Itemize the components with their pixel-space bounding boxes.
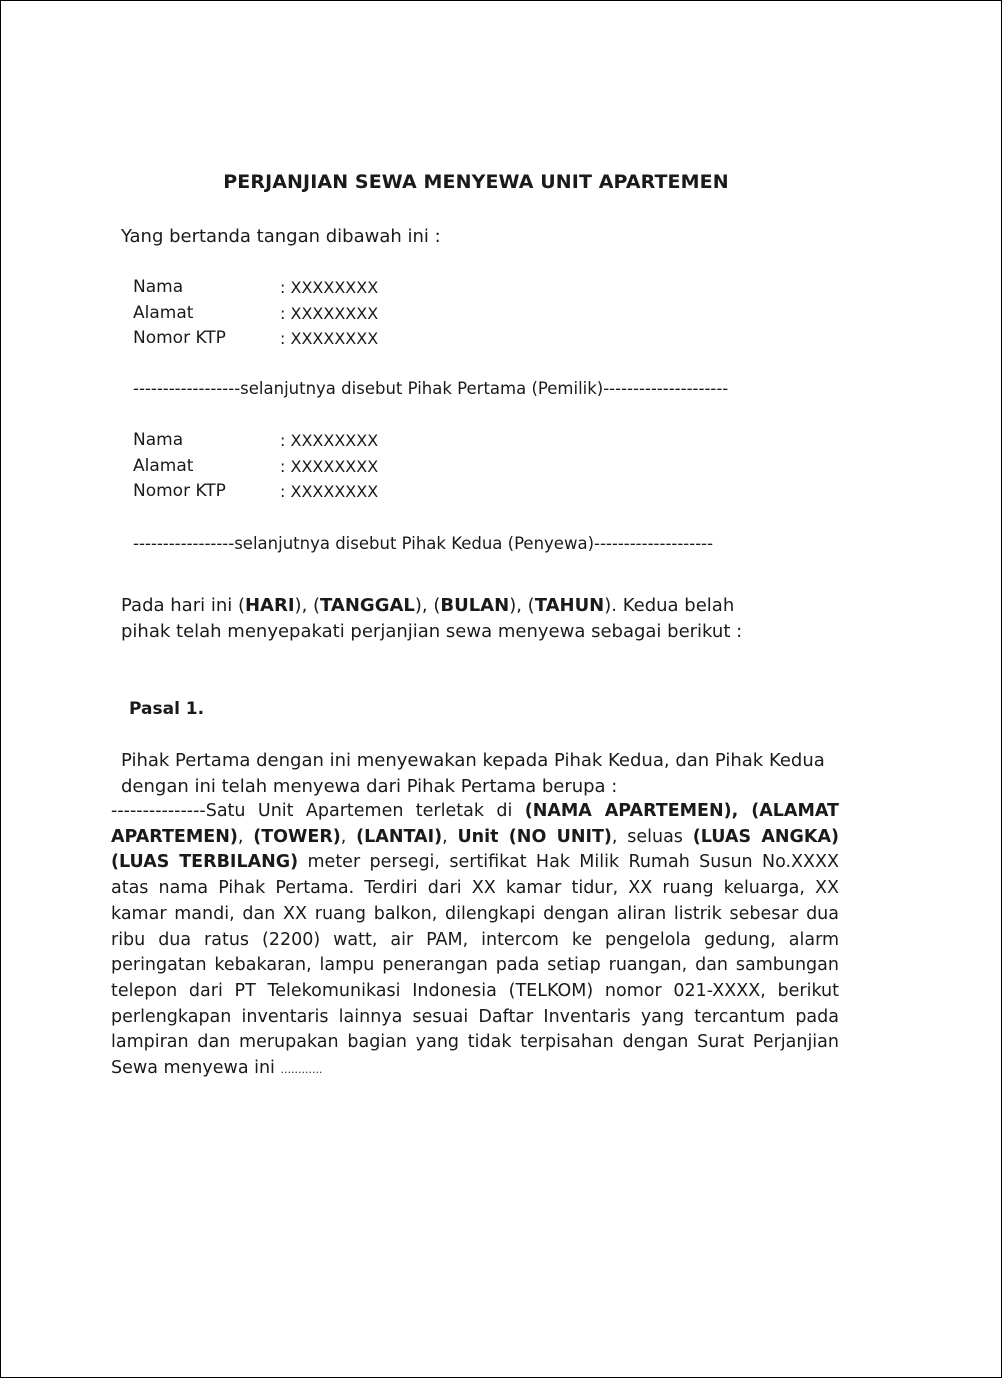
name-label: Nama (133, 277, 184, 297)
tanggal-placeholder: TANGGAL (320, 595, 415, 616)
text-fragment: , (237, 826, 254, 847)
pasal-intro-paragraph: Pihak Pertama dengan ini menyewakan kepada Pihak Kedua, dan Pihak Kedua dengan ini telah menyewa dari Pihak Pertama berupa : (121, 750, 825, 797)
text-fragment: Pada hari ini ( (121, 595, 245, 616)
second-party-block (133, 428, 378, 505)
fill-dots: ............ (280, 1063, 323, 1077)
text-fragment: ), ( (294, 595, 321, 616)
pasal-heading: Pasal 1. (129, 699, 205, 719)
document-title: PERJANJIAN SEWA MENYEWA UNIT APARTEMEN (223, 171, 729, 193)
unit-placeholder: Unit (NO UNIT) (457, 826, 612, 847)
text-fragment: ). Kedua belah pihak telah menyepakati perjanjian sewa menyewa sebagai berikut : (121, 595, 743, 642)
id-value: : XXXXXXXX (280, 482, 379, 501)
apartment-name-placeholder: (NAMA APARTEMEN), (ALAMAT APARTEMEN) (111, 801, 839, 847)
text-fragment: meter persegi, sertifikat Hak Milik Rumah Susun No.XXXX atas nama Pihak Pertama. Terdiri dari XX kamar tidur, XX ruang keluarga, XX kamar mandi, dan XX ruang balkon, dilengkapi dengan aliran listrik sebesar dua ribu dua ratus (2200) watt, air PAM, intercom ke pengelola gedung, alarm peringatan kebakaran, lampu penerangan pada setiap ruangan, dan sambungan telepon dari PT Telekomunikasi Indonesia (TELKOM) nomor 021-XXXX, berikut perlengkapan inventaris lainnya sesuai Daftar Inventaris yang tercantum pada lampiran dan merupakan bagian yang tidak terpisahan dengan Surat Perjanjian Sewa menyewa ini (111, 852, 839, 1079)
id-label: Nomor KTP (133, 328, 226, 348)
address-label: Alamat (133, 302, 194, 323)
second-party-name-row (133, 428, 378, 454)
hari-placeholder: HARI (244, 595, 295, 616)
id-value: : XXXXXXXX (280, 329, 379, 348)
tower-placeholder: (TOWER) (253, 826, 341, 847)
text-fragment: ), ( (414, 595, 441, 616)
name-value: : XXXXXXXX (280, 278, 379, 297)
second-party-id-row (133, 479, 378, 505)
bulan-placeholder: BULAN (440, 595, 510, 616)
first-party-separator: ------------------selanjutnya disebut Pihak Pertama (Pemilik)--------------------- (133, 379, 729, 398)
first-party-address-row (133, 301, 378, 327)
pasal-body-paragraph (111, 799, 839, 1083)
tahun-placeholder: TAHUN (534, 595, 605, 616)
second-party-separator: -----------------selanjutnya disebut Pihak Kedua (Penyewa)-------------------- (133, 534, 714, 553)
address-label: Alamat (133, 455, 194, 476)
second-party-address-row (133, 454, 378, 480)
address-value: : XXXXXXXX (280, 303, 379, 323)
text-fragment: , seluas (611, 826, 693, 847)
text-fragment: , (340, 826, 357, 847)
area-placeholder: (LUAS ANGKA) (LUAS TERBILANG) (111, 826, 839, 873)
first-party-id-row (133, 326, 378, 352)
text-fragment: , (442, 826, 458, 847)
agreement-intro-paragraph (121, 593, 751, 645)
name-label: Nama (133, 430, 184, 450)
intro-text: Yang bertanda tangan dibawah ini : (121, 226, 441, 247)
floor-placeholder: (LANTAI) (356, 826, 443, 847)
name-value: : XXXXXXXX (280, 431, 379, 450)
address-value: : XXXXXXXX (280, 456, 379, 476)
first-party-block (133, 275, 378, 352)
first-party-name-row (133, 275, 378, 301)
text-fragment: ---------------Satu Unit Apartemen terletak di (111, 801, 525, 821)
id-label: Nomor KTP (133, 481, 226, 501)
text-fragment: ), ( (509, 595, 535, 616)
